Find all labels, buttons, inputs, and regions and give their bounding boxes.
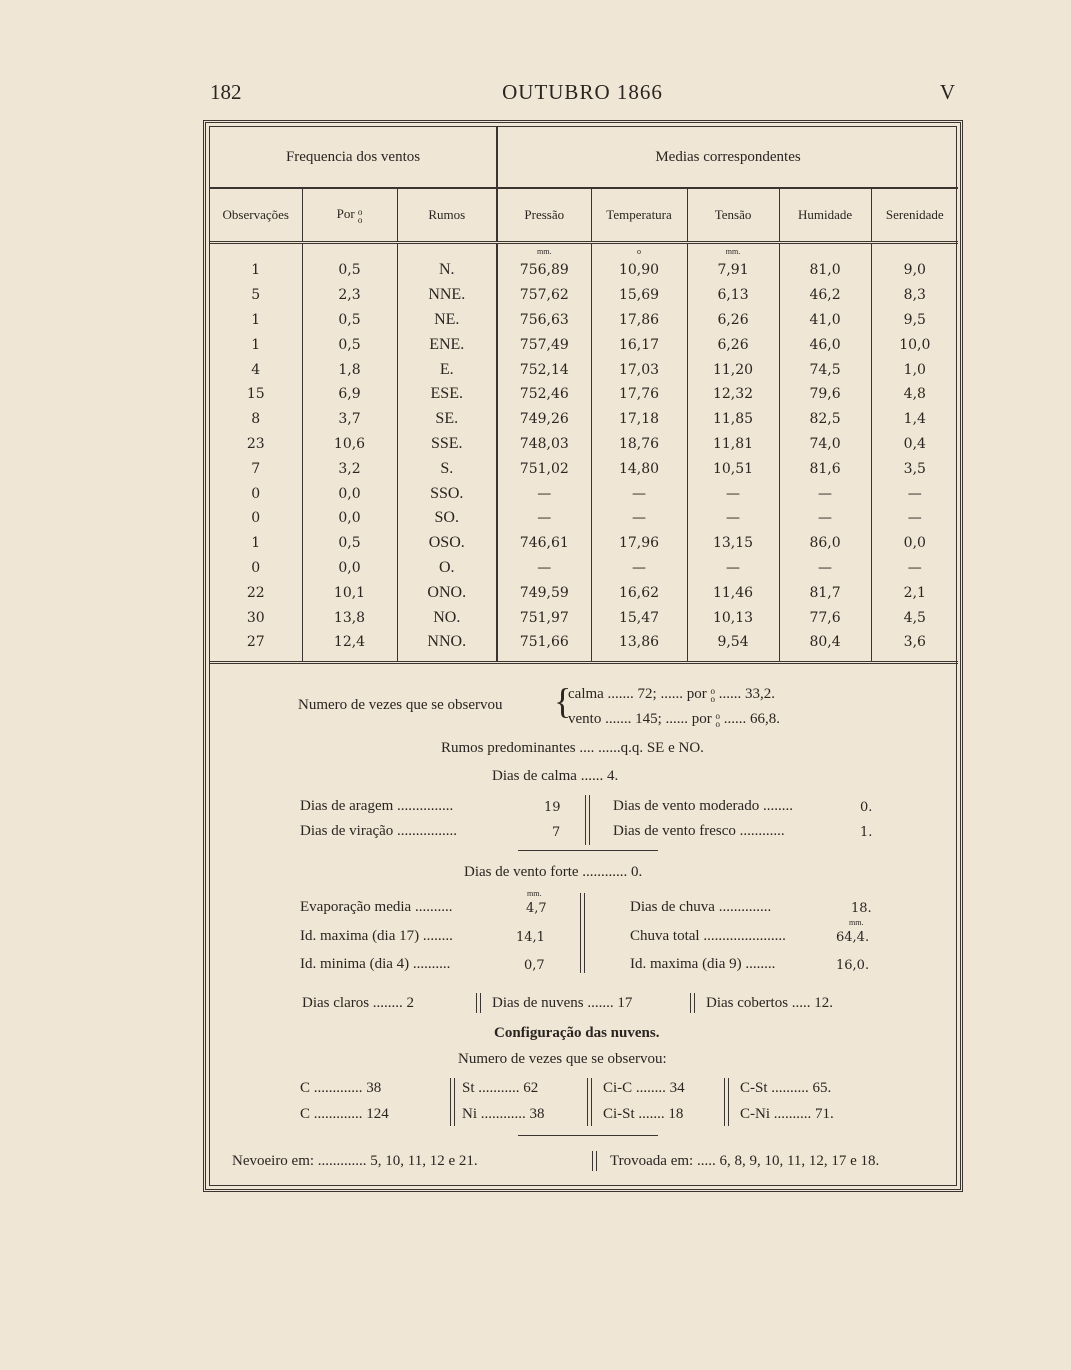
- table-cell: 10,13: [687, 605, 779, 630]
- table-row: [210, 481, 958, 506]
- unit-temperatura: o: [591, 243, 687, 259]
- table-row: [210, 506, 958, 531]
- table-row: [210, 556, 958, 581]
- unit-chuva: mm.: [849, 918, 864, 927]
- table-cell: NNO.: [397, 630, 497, 661]
- dias-claros: Dias claros ........ 2: [302, 995, 415, 1011]
- table-cell: —: [497, 556, 591, 581]
- table-row: [210, 605, 958, 630]
- table-cell: 11,20: [687, 357, 779, 382]
- table-cell: —: [591, 506, 687, 531]
- table-cell: NNE.: [397, 283, 497, 308]
- divider: [694, 993, 695, 1013]
- table-cell: SO.: [397, 506, 497, 531]
- frac-calma-top: o: [710, 685, 715, 696]
- evaporacao-minima: Id. minima (dia 4) ..........: [300, 956, 451, 972]
- unit-evaporacao: mm.: [527, 889, 542, 898]
- col-tensao: Tensão: [687, 188, 779, 243]
- unit-tensao: mm.: [687, 243, 779, 259]
- table-cell: 0,0: [302, 481, 397, 506]
- vento-value: ...... 66,8.: [723, 711, 780, 727]
- numero-label: Numero de vezes que se observou: [298, 697, 503, 713]
- table-cell: N.: [397, 258, 497, 283]
- table-cell: 17,18: [591, 407, 687, 432]
- table-cell: 1: [210, 308, 302, 333]
- table-cell: 749,59: [497, 580, 591, 605]
- table-cell: 0,5: [302, 332, 397, 357]
- table-cell: 1,0: [903, 361, 926, 378]
- table-cell: 4,5: [903, 609, 926, 626]
- table-cell: 41,0: [779, 308, 871, 333]
- divider: [584, 893, 585, 973]
- table-cell: 17,03: [591, 357, 687, 382]
- table-cell: 752,46: [497, 382, 591, 407]
- table-cell: 0,0: [302, 506, 397, 531]
- table-cell: 22: [210, 580, 302, 605]
- data-frame: [203, 120, 963, 1192]
- table-cell: 46,2: [779, 283, 871, 308]
- table-cell: 10,51: [687, 456, 779, 481]
- vento-fresco-value: 1.: [860, 825, 873, 840]
- table-cell: 18,76: [591, 432, 687, 457]
- table-cell: 751,66: [497, 630, 591, 661]
- col-humidade: Humidade: [779, 188, 871, 243]
- table-cell: 757,49: [497, 332, 591, 357]
- table-cell: O.: [397, 556, 497, 581]
- group-header-means: Medias correspondentes: [497, 127, 958, 188]
- cloud-cell: Ni ............ 38: [462, 1106, 545, 1122]
- cloud-cell: Ci-C ........ 34: [603, 1080, 685, 1096]
- table-cell: 6,26: [687, 332, 779, 357]
- table-row: [210, 531, 958, 556]
- vento-fresco: Dias de vento fresco ............: [613, 823, 785, 839]
- table-cell: 13,15: [687, 531, 779, 556]
- table-cell: —: [779, 556, 871, 581]
- divider: [450, 1078, 451, 1126]
- table-cell: NE.: [397, 308, 497, 333]
- dias-nuvens: Dias de nuvens ....... 17: [492, 995, 633, 1011]
- chuva-total: Chuva total ......................: [630, 928, 786, 944]
- table-cell: 30: [210, 605, 302, 630]
- cloud-cell: C-St .......... 65.: [740, 1080, 832, 1096]
- table-cell: 0,5: [302, 258, 397, 283]
- dias-viracao-value: 7: [552, 825, 561, 840]
- table-cell: 9,5: [903, 311, 926, 328]
- table-cell: 748,03: [497, 432, 591, 457]
- table-cell: 1: [210, 332, 302, 357]
- table-cell: 82,5: [779, 407, 871, 432]
- frac-top: o: [357, 206, 363, 217]
- cloud-cell: St ........... 62: [462, 1080, 539, 1096]
- col-serenidade: Serenidade: [871, 188, 958, 243]
- frac-calma-bottom: o: [710, 693, 715, 704]
- col-por-label: Por: [336, 206, 355, 222]
- table-cell: —: [687, 556, 779, 581]
- table-cell: 6,13: [687, 283, 779, 308]
- table-row: [210, 308, 958, 333]
- table-cell: 81,0: [779, 258, 871, 283]
- table-row: [210, 407, 958, 432]
- table-cell: 10,0: [899, 336, 931, 353]
- trovoada: Trovoada em: ..... 6, 8, 9, 10, 11, 12, 17 e 18.: [610, 1153, 880, 1169]
- frac-vento-top: o: [715, 710, 720, 721]
- col-rumos: Rumos: [397, 188, 497, 243]
- vento-moderado: Dias de vento moderado ........: [613, 798, 793, 814]
- table-cell: 81,6: [779, 456, 871, 481]
- table-cell: 3,5: [903, 460, 926, 477]
- table-cell: 0: [210, 506, 302, 531]
- table-cell: 5: [210, 283, 302, 308]
- table-cell: —: [687, 506, 779, 531]
- calma-value: ...... 33,2.: [718, 686, 775, 702]
- col-por: [302, 188, 397, 243]
- frac-calma: [710, 687, 715, 703]
- table-cell: 17,76: [591, 382, 687, 407]
- table-cell: —: [779, 481, 871, 506]
- table-cell: 11,85: [687, 407, 779, 432]
- table-cell: 74,5: [779, 357, 871, 382]
- table-cell: 27: [210, 630, 302, 661]
- evaporacao-maxima: Id. maxima (dia 17) ........: [300, 928, 453, 944]
- divider: [591, 1078, 592, 1126]
- dias-aragem-value: 19: [544, 800, 561, 815]
- table-cell: 74,0: [779, 432, 871, 457]
- divider: [480, 993, 481, 1013]
- table-cell: 3,2: [302, 456, 397, 481]
- table-cell: 7,91: [687, 258, 779, 283]
- table-cell: SE.: [397, 407, 497, 432]
- table-cell: 3,7: [302, 407, 397, 432]
- table-cell: 6,26: [687, 308, 779, 333]
- table-row: [210, 456, 958, 481]
- dias-viracao: Dias de viração ................: [300, 823, 458, 839]
- dias-aragem: Dias de aragem ...............: [300, 798, 454, 814]
- calma-line: [568, 686, 775, 703]
- cloud-cell: C ............. 124: [300, 1106, 389, 1122]
- unit-pressao: mm.: [497, 243, 591, 259]
- table-cell: SSO.: [397, 481, 497, 506]
- table-cell: E.: [397, 357, 497, 382]
- table-cell: 23: [210, 432, 302, 457]
- divider: [518, 1135, 658, 1136]
- table-cell: —: [779, 506, 871, 531]
- table-cell: 1: [210, 258, 302, 283]
- col-temperatura: Temperatura: [591, 188, 687, 243]
- table-cell: 752,14: [497, 357, 591, 382]
- table-cell: OSO.: [397, 531, 497, 556]
- table-cell: 15,69: [591, 283, 687, 308]
- table-cell: 2,3: [302, 283, 397, 308]
- group-header-frequency: Frequencia dos ventos: [210, 127, 497, 188]
- table-cell: 13,86: [591, 630, 687, 661]
- table-cell: 14,80: [591, 456, 687, 481]
- table-cell: 15: [210, 382, 302, 407]
- table-cell: 1: [210, 531, 302, 556]
- table-cell: 746,61: [497, 531, 591, 556]
- divider: [518, 850, 658, 851]
- divider: [592, 1151, 593, 1171]
- table-cell: —: [591, 481, 687, 506]
- table-cell: —: [591, 556, 687, 581]
- table-cell: 751,97: [497, 605, 591, 630]
- page-title: OUTUBRO 1866: [502, 80, 663, 104]
- table-cell: ESE.: [397, 382, 497, 407]
- evaporacao-media: Evaporação media ..........: [300, 899, 453, 915]
- frac-bottom: o: [357, 214, 363, 225]
- table-row: [210, 357, 958, 382]
- wind-table: [210, 127, 958, 661]
- table-cell: 11,46: [687, 580, 779, 605]
- divider: [589, 795, 590, 845]
- table-row: [210, 332, 958, 357]
- table-cell: 16,17: [591, 332, 687, 357]
- table-row: [210, 283, 958, 308]
- divider: [587, 1078, 588, 1126]
- table-bottom-rule: [210, 661, 958, 664]
- table-cell: ENE.: [397, 332, 497, 357]
- table-cell: 0,4: [903, 435, 926, 452]
- table-cell: 0,5: [302, 531, 397, 556]
- table-cell: —: [497, 481, 591, 506]
- divider: [690, 993, 691, 1013]
- table-cell: 17,96: [591, 531, 687, 556]
- table-cell: —: [497, 506, 591, 531]
- table-cell: 7: [210, 456, 302, 481]
- divider: [596, 1151, 597, 1171]
- table-cell: 6,9: [302, 382, 397, 407]
- table-row: [210, 382, 958, 407]
- table-cell: —: [907, 485, 922, 502]
- dias-chuva: Dias de chuva ..............: [630, 899, 772, 915]
- table-cell: —: [907, 559, 922, 576]
- vento-text: vento ....... 145; ...... por: [568, 711, 712, 727]
- table-row: [210, 580, 958, 605]
- table-cell: 8,3: [903, 287, 926, 304]
- table-cell: 9,54: [687, 630, 779, 661]
- table-cell: ONO.: [397, 580, 497, 605]
- table-cell: 79,6: [779, 382, 871, 407]
- table-cell: 10,90: [591, 258, 687, 283]
- table-cell: 9,0: [903, 262, 926, 279]
- frac-vento-bottom: o: [715, 718, 720, 729]
- volume-number: V: [939, 80, 955, 104]
- chuva-maxima: Id. maxima (dia 9) ........: [630, 956, 776, 972]
- table-cell: NO.: [397, 605, 497, 630]
- table-cell: 1,8: [302, 357, 397, 382]
- nevoeiro: Nevoeiro em: ............. 5, 10, 11, 12 e 21.: [232, 1153, 478, 1169]
- dias-chuva-value: 18.: [851, 901, 872, 916]
- table-cell: 13,8: [302, 605, 397, 630]
- table-cell: 4: [210, 357, 302, 382]
- chuva-maxima-value: 16,0.: [836, 958, 870, 973]
- table-cell: 12,32: [687, 382, 779, 407]
- table-cell: 2,1: [903, 584, 926, 601]
- table-cell: 3,6: [903, 634, 926, 651]
- vento-forte: Dias de vento forte ............ 0.: [464, 864, 643, 880]
- table-cell: 16,62: [591, 580, 687, 605]
- table-cell: 757,62: [497, 283, 591, 308]
- table-cell: SSE.: [397, 432, 497, 457]
- divider: [724, 1078, 725, 1126]
- table-cell: 0,5: [302, 308, 397, 333]
- chuva-total-value: 64,4.: [836, 930, 870, 945]
- table-cell: 10,1: [302, 580, 397, 605]
- table-row: [210, 432, 958, 457]
- table-cell: 77,6: [779, 605, 871, 630]
- dias-cobertos: Dias cobertos ..... 12.: [706, 995, 834, 1011]
- divider: [585, 795, 586, 845]
- table-row: [210, 258, 958, 283]
- divider: [476, 993, 477, 1013]
- table-cell: 0,0: [903, 535, 926, 552]
- table-cell: 8: [210, 407, 302, 432]
- table-cell: 0: [210, 556, 302, 581]
- vento-moderado-value: 0.: [860, 800, 873, 815]
- table-cell: 81,7: [779, 580, 871, 605]
- table-cell: 17,86: [591, 308, 687, 333]
- table-cell: 15,47: [591, 605, 687, 630]
- table-cell: 756,89: [497, 258, 591, 283]
- evaporacao-minima-value: 0,7: [524, 958, 545, 973]
- divider: [454, 1078, 455, 1126]
- config-subtitle: Numero de vezes que se observou:: [458, 1051, 667, 1067]
- table-cell: 751,02: [497, 456, 591, 481]
- col-pressao: Pressão: [497, 188, 591, 243]
- table-cell: —: [907, 510, 922, 527]
- divider: [580, 893, 581, 973]
- calma-text: calma ....... 72; ...... por: [568, 686, 707, 702]
- table-cell: 10,6: [302, 432, 397, 457]
- rumos-predominantes: Rumos predominantes .... ......q.q. SE e NO.: [441, 740, 704, 756]
- config-title: Configuração das nuvens.: [494, 1025, 660, 1041]
- brace-symbol: {: [554, 681, 572, 721]
- table-cell: 4,8: [903, 386, 926, 403]
- evaporacao-maxima-value: 14,1: [516, 930, 545, 945]
- cloud-cell: C-Ni .......... 71.: [740, 1106, 834, 1122]
- divider: [728, 1078, 729, 1126]
- cloud-cell: Ci-St ....... 18: [603, 1106, 684, 1122]
- per-hundred-fraction: [358, 208, 363, 224]
- table-cell: 749,26: [497, 407, 591, 432]
- table-cell: 0: [210, 481, 302, 506]
- col-observacoes: Observações: [210, 188, 302, 243]
- table-cell: 1,4: [903, 411, 926, 428]
- vento-line: [568, 711, 780, 728]
- evaporacao-media-value: 4,7: [526, 901, 547, 916]
- table-cell: 0,0: [302, 556, 397, 581]
- page-number: 182: [210, 80, 242, 104]
- table-cell: 11,81: [687, 432, 779, 457]
- table-cell: S.: [397, 456, 497, 481]
- table-cell: 12,4: [302, 630, 397, 661]
- table-cell: —: [687, 481, 779, 506]
- units-row: [210, 243, 958, 259]
- table-cell: 46,0: [779, 332, 871, 357]
- page-header: [210, 72, 955, 112]
- frac-vento: [716, 712, 721, 728]
- table-cell: 756,63: [497, 308, 591, 333]
- dias-calma: Dias de calma ...... 4.: [492, 768, 619, 784]
- table-row: [210, 630, 958, 661]
- table-cell: 86,0: [779, 531, 871, 556]
- cloud-cell: C ............. 38: [300, 1080, 382, 1096]
- table-cell: 80,4: [779, 630, 871, 661]
